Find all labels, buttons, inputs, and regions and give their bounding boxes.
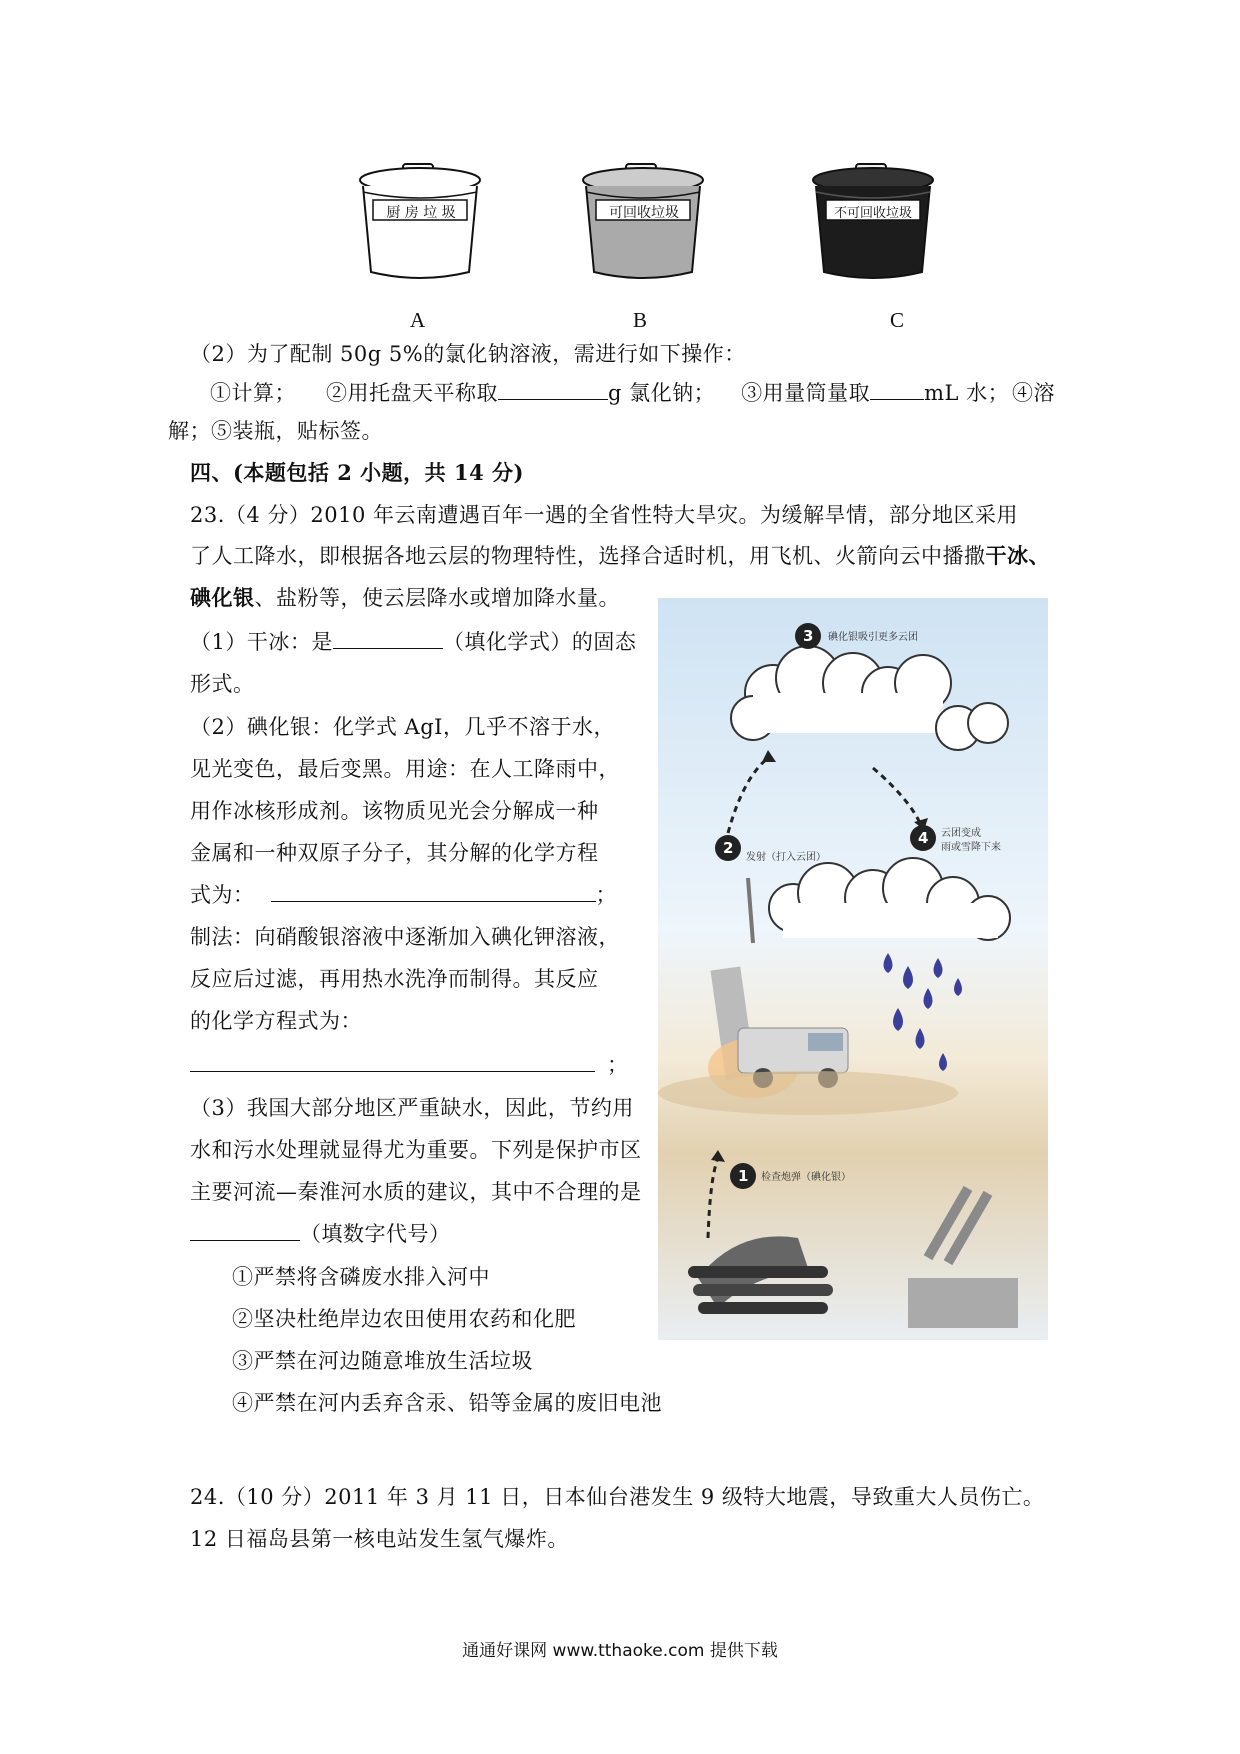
q23-part2-line-1: （2）碘化银：化学式 AgI，几乎不溶于水， (190, 715, 615, 739)
option-2: ②坚决杜绝岸边农田使用农药和化肥 (232, 1307, 576, 1331)
q22-part2-steps (210, 378, 1009, 408)
q24-line-1: 24.（10 分）2011 年 3 月 11 日，日本仙台港发生 9 级特大地震，导致重大人员伤亡。 (190, 1485, 1045, 1509)
bin-c-label: 不可回收垃圾 (833, 206, 912, 221)
silver-iodide-keyword: 碘化银 (190, 585, 255, 610)
bin-a-label: 厨 房 垃 圾 (386, 205, 456, 221)
artificial-rain-illustration (658, 598, 1048, 1340)
q23-part2-label: 式为： (190, 883, 255, 907)
option-3: ③严禁在河边随意堆放生活垃圾 (232, 1349, 533, 1373)
step-1-number: 1 (738, 1167, 749, 1185)
option-4: ④严禁在河内丢弃含汞、铅等金属的废旧电池 (232, 1391, 662, 1415)
kitchen-waste-bin-icon (355, 160, 485, 285)
blank-unreasonable-option[interactable] (190, 1220, 300, 1241)
q23-part3-line-2: 水和污水处理就显得尤为重要。下列是保护市区 (190, 1138, 642, 1162)
q23-part2-line-7: 反应后过滤，再用热水洗净而制得。其反应 (190, 967, 599, 991)
q23-part3-line-1: （3）我国大部分地区严重缺水，因此，节约用 (190, 1096, 634, 1120)
blank-nacl-mass[interactable] (498, 379, 608, 400)
page-footer: 通通好课网 www.tthaoke.com 提供下载 (462, 1641, 778, 1661)
step-1: ①计算； (210, 381, 296, 405)
step-2-prefix: ②用托盘天平称取 (326, 381, 498, 405)
semicolon-2: ； (607, 1053, 629, 1077)
q23-part2-line-8: 的化学方程式为： (190, 1009, 362, 1033)
q23-part3-line-3: 主要河流—秦淮河水质的建议，其中不合理的是 (190, 1180, 642, 1204)
q23-part2-line-4: 金属和一种双原子分子，其分解的化学方程 (190, 841, 599, 865)
step-2-suffix: g 氯化钠； (608, 381, 716, 405)
blank-decomposition-equation[interactable] (271, 881, 596, 902)
dry-ice-keyword: 干冰、 (985, 543, 1050, 568)
q24-line-2: 12 日福岛县第一核电站发生氢气爆炸。 (190, 1527, 569, 1551)
q23-part3-hint: （填数字代号） (300, 1222, 451, 1246)
q23-part2-line-6: 制法：向硝酸银溶液中逐渐加入碘化钾溶液， (190, 925, 620, 949)
step-3-prefix: ③用量筒量取 (741, 381, 871, 405)
q23-line-3-text: 、盐粉等，使云层降水或增加降水量。 (254, 586, 620, 610)
step-2-caption: 发射（打入云团） (746, 852, 826, 863)
step-4-part-b: 解；⑤装瓶，贴标签。 (168, 419, 383, 443)
q23-part1-prefix: （1）干冰：是 (190, 630, 333, 654)
step-4-caption-a: 云团变成 (941, 828, 981, 839)
q23-part1-suffix: （填化学式）的固态 (442, 630, 637, 654)
blank-dry-ice-formula[interactable] (333, 628, 443, 649)
step-4-part-a: ④溶 (1012, 381, 1055, 405)
q23-part2-line-2: 见光变色，最后变黑。用途：在人工降雨中， (190, 757, 620, 781)
q23-part2-line-3: 用作冰核形成剂。该物质见光会分解成一种 (190, 799, 599, 823)
step-4-caption-b: 雨或雪降下来 (941, 842, 1001, 853)
step-1-caption: 检查炮弹（碘化银） (761, 1172, 851, 1183)
bin-b-label: 可回收垃圾 (609, 205, 679, 221)
step-4-number: 4 (918, 829, 929, 847)
q23-line-1: 23.（4 分）2010 年云南遭遇百年一遇的全省性特大旱灾。为缓解旱情，部分地区采用 (190, 503, 1019, 527)
q23-line-2 (190, 541, 1050, 571)
blank-preparation-equation[interactable] (190, 1051, 595, 1072)
bin-b-letter: B (633, 308, 648, 332)
q23-line-2-text: 了人工降水，即根据各地云层的物理特性，选择合适时机，用飞机、火箭向云中播撒 (190, 544, 986, 568)
q23-part1-cont: 形式。 (190, 672, 255, 696)
bin-a-letter: A (410, 308, 426, 332)
recyclable-waste-bin-icon (578, 160, 708, 285)
q23-part1 (190, 627, 636, 657)
bin-c-letter: C (890, 308, 905, 332)
option-1: ①严禁将含磷废水排入河中 (232, 1265, 490, 1289)
q23-part2-line-5 (190, 880, 617, 910)
q23-part3-line-4 (190, 1219, 451, 1249)
step-3-suffix: mL 水； (924, 381, 1010, 405)
step-3-caption: 碘化银吸引更多云团 (828, 632, 918, 643)
blank-water-volume[interactable] (870, 379, 924, 400)
q23-part2-equation-line (190, 1050, 629, 1080)
step-2-number: 2 (723, 839, 734, 857)
semicolon-1: ； (595, 883, 617, 907)
q23-line-3 (190, 583, 620, 613)
step-3-number: 3 (803, 627, 814, 645)
q22-part2-intro: （2）为了配制 50g 5%的氯化钠溶液，需进行如下操作： (190, 342, 746, 366)
non-recyclable-waste-bin-icon (808, 160, 938, 285)
section-heading: 四、(本题包括 2 小题，共 14 分) (190, 460, 524, 485)
